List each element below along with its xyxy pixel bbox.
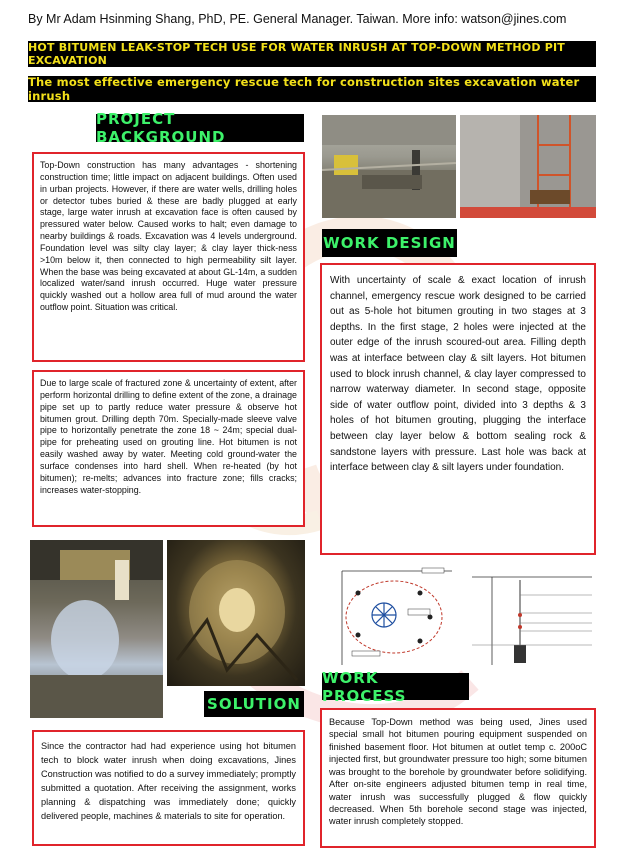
- heading-solution: SOLUTION: [204, 691, 304, 717]
- author-byline: By Mr Adam Hsinming Shang, PhD, PE. General Manager. Taiwan. More info: watson@jines.com: [28, 12, 567, 26]
- design-paragraph: With uncertainty of scale & exact location of inrush channel, emergency rescue work designed to be carried out as 5-hole hot bitumen grouting in two stages at 3 depths. In the first stage, 2 holes were injected at the outer edge of the inrush scoured-out area. Filling depth was at interface between clay & silt layers. Hot bitumen used to block inrush channel, & clay layer compressed to narrow waterway diameter. In second stage, opposite side of water outflow point, divided into 3 depths & 3 holes of hot bitumen grouting, plugging the interface between clay layer below & bottom sealing rock & sandstone layers with pressure. Last hole was back at interface between clay & silt layers under foundation.: [320, 263, 596, 555]
- grouting-diagram: [322, 565, 598, 669]
- process-paragraph: Because Top-Down method was being used, Jines used special small hot bitumen pouring equipment suspended on finished basement floor. Hot bitumen at outlet temp c. 200oC injected first, but groundwater pressure too high; some bitumen was brought to the borehole by groundwater before solidifying. After on-site engineers adjusted bitumen temp in real time, water inrush was successfully plugged & flow quickly decreased. When 5th borehole second stage was injected, water inrush completely stopped.: [320, 708, 596, 848]
- subtitle-banner: [28, 76, 596, 102]
- site-photo-scaffold: [460, 115, 596, 218]
- photo-water-inrush: [30, 540, 163, 718]
- photo-borehole: [167, 540, 305, 686]
- plan-view-figure: [342, 568, 452, 665]
- title-text: HOT BITUMEN LEAK-STOP TECH USE FOR WATER INRUSH AT TOP-DOWN METHOD PIT EXCAVATION: [28, 41, 565, 67]
- subtitle-text: The most effective emergency rescue tech for construction sites excavation water inrush: [28, 75, 580, 103]
- solution-paragraph: Since the contractor had had experience using hot bitumen tech to block water inrush when doing excavations, Jines Construction was notified to do a survey immediately; promptly submitted a quotation. After receiving the assignment, works planning & dispatching was immediately done; quickly delivered people, machines & materials to site for operation.: [32, 730, 305, 846]
- site-photo-basement: [322, 115, 456, 218]
- heading-work-design: WORK DESIGN: [322, 229, 457, 257]
- background-paragraph-1: Top-Down construction has many advantages - shortening construction time; little impact on adjacent buildings. Often used in urban projects. However, if there are water wells, drilling holes or detector tubes buried & these are badly plugged at early stage, large water inrush at excavation face is often caused by pressured water below. Caused works to halt; even damage to nearby buildings & roads. Excavation was 4 levels underground. Foundation level was silty clay layer; & clay layer thick-ness >10m below it, then connected to high permeability silt layer. When the base was being excavated at about GL-14m, a sudden localized water/sand inrush occurred. Huge water pressure quickly washed out a hollow area full of mud around the water outflow point. Situation was critical.: [32, 152, 305, 362]
- heading-work-process: WORK PROCESS: [322, 673, 469, 700]
- section-view-figure: [472, 577, 592, 665]
- background-paragraph-2: Due to large scale of fractured zone & uncertainty of extent, after perform horizontal drilling to define extent of the zone, a drainage pipe set up to partly reduce water pressure & observe hot bitumen grout. Drilling depth 70m. Specially-made sleeve valve pipe to horizontally penetrate the zone 18 ~ 24m; special dual-pipe for preheating used on grouting line. Hot bitumen is not easily washed away by water. Meeting cold ground-water the surface condenses into hard shell. When re-heated (by hot bitumen); re-melts; advances into fracture zone; fills cracks; increases water-stopping.: [32, 370, 305, 527]
- heading-project-background: PROJECT BACKGROUND: [96, 114, 304, 142]
- title-banner: [28, 41, 596, 67]
